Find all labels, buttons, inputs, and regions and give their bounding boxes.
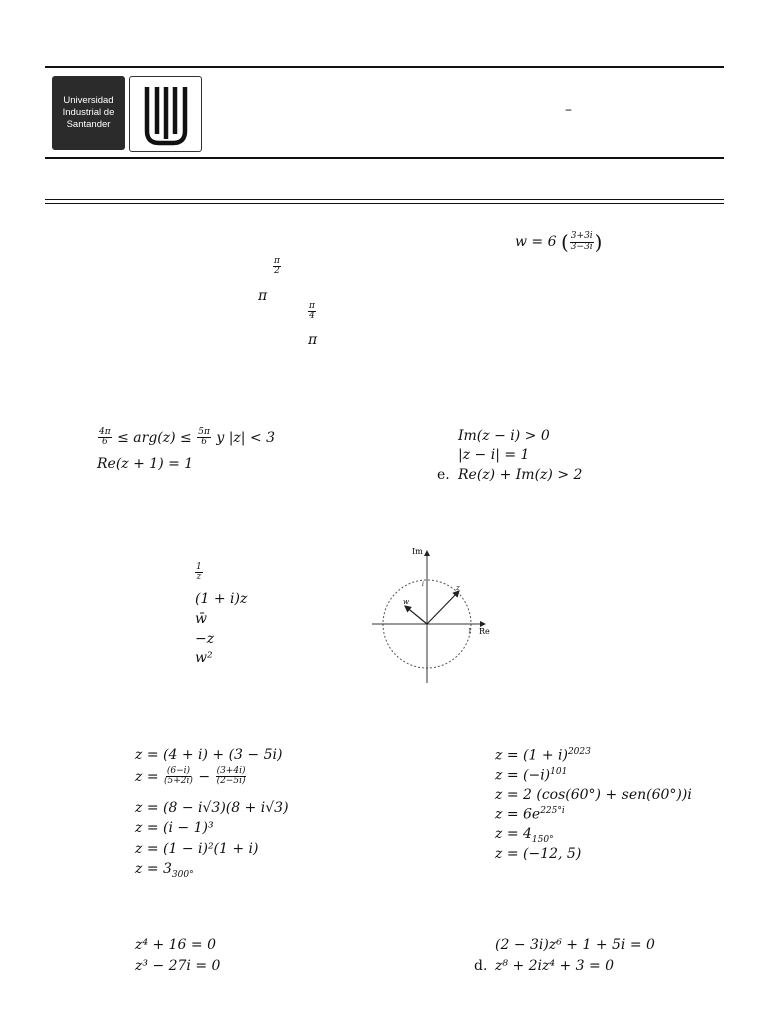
- header-top-rule: [45, 66, 724, 68]
- item-w-bar: w̄: [195, 611, 207, 627]
- eq-d-label: d.: [474, 958, 488, 974]
- pi-quarter-fraction: $\frac{\pi}{4}$: [309, 301, 315, 322]
- inverse-z-fraction: $\frac{1}{z}$: [196, 562, 202, 583]
- region-e: Re(z) + Im(z) > 2: [458, 467, 583, 483]
- university-line-2: Industrial de: [62, 107, 115, 119]
- region-a: $\frac{4\pi}{6}$ ≤ arg(z) ≤ $\frac{5\pi}{6}$ y |z| < 3: [99, 427, 276, 448]
- w-vector: [405, 606, 427, 624]
- university-logo: [52, 76, 125, 150]
- item-minus-z: −z: [195, 631, 215, 647]
- eq-b: z³ − 27i = 0: [135, 958, 221, 974]
- one-label: 1: [468, 628, 472, 635]
- region-b: Re(z + 1) = 1: [97, 456, 194, 472]
- eq-d: z⁸ + 2iz⁴ + 3 = 0: [495, 958, 615, 974]
- pi-symbol-2: π: [308, 332, 318, 348]
- i-label: i: [422, 581, 424, 588]
- pi-half-fraction: $\frac{\pi}{2}$: [274, 256, 280, 277]
- pi-symbol-1: π: [258, 288, 268, 304]
- im-axis-label: Im: [412, 547, 423, 556]
- op-left-4: z = (i − 1)³: [135, 820, 214, 836]
- header-dash: –: [565, 102, 572, 118]
- op-left-3: z = (8 − i√3)(8 + i√3): [135, 800, 289, 816]
- region-c: Im(z − i) > 0: [458, 428, 550, 444]
- section-double-rule-bottom: [45, 203, 724, 204]
- eq-a: z⁴ + 16 = 0: [135, 937, 216, 953]
- op-right-2: $z = (-i)^{101}$: [495, 767, 568, 784]
- op-right-4: $z = 6e^{225^\circ i}$: [495, 806, 565, 823]
- op-right-1: $z = (1 + i)^{2023}$: [495, 747, 591, 764]
- op-left-2: z = $\frac{(6-i)}{(5+2i)}$ − $\frac{(3+4i)}{(2-5i)}$: [135, 766, 246, 787]
- op-left-5: z = (1 − i)²(1 + i): [135, 841, 259, 857]
- z-vector: [427, 591, 459, 624]
- section-double-rule-top: [45, 199, 724, 200]
- op-right-6: z = (−12, 5): [495, 846, 582, 862]
- region-d: |z − i| = 1: [458, 447, 530, 463]
- complex-plane-diagram: [370, 543, 495, 685]
- eq-c: (2 − 3i)z⁶ + 1 + 5i = 0: [495, 937, 655, 953]
- w-definition: w = 6 ( $\frac{3+3i}{3-3i}$ ): [515, 230, 603, 254]
- op-left-1: z = (4 + i) + (3 − 5i): [135, 747, 283, 763]
- re-axis-label: Re: [479, 627, 490, 636]
- item-w-squared: w²: [195, 650, 213, 666]
- university-line-3: Santander: [66, 118, 111, 130]
- z-label: z: [456, 584, 460, 592]
- header-bottom-rule: [45, 157, 724, 159]
- item-1-plus-i-z: (1 + i)z: [195, 591, 248, 607]
- uis-monogram-icon: [129, 76, 202, 152]
- university-line-1: Universidad: [63, 95, 114, 107]
- op-right-5: $z = 4_{150^\circ}$: [495, 826, 554, 845]
- op-right-3: z = 2 (cos(60°) + sen(60°))i: [495, 787, 692, 803]
- w-label: w: [403, 598, 409, 606]
- op-left-6: $z = 3_{300^\circ}$: [135, 861, 194, 880]
- region-e-label: e.: [437, 467, 450, 483]
